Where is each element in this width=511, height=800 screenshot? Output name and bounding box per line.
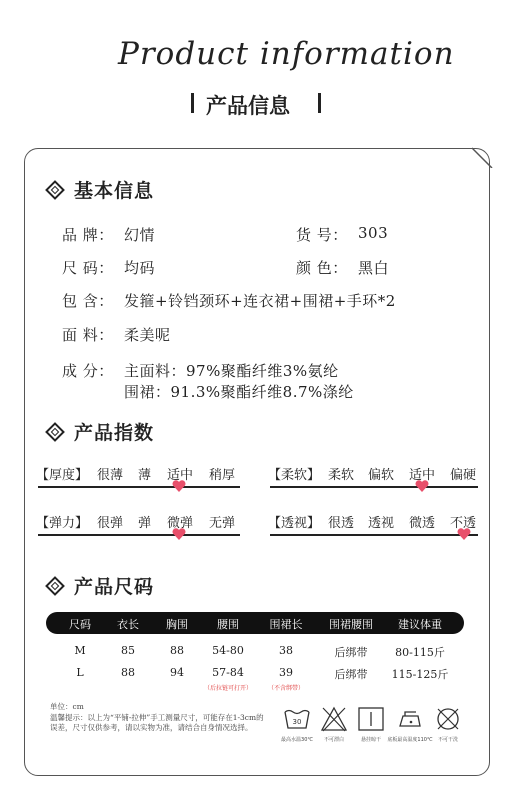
section-title: 产品尺码 [74,576,155,598]
table-header-cell: 腰围 [217,618,239,631]
care-label: 不可干洗 [437,737,459,743]
heart-icon [172,528,186,540]
table-cell: M [74,644,86,657]
hang-dry-icon [357,706,385,732]
brand-label: 品 牌： [62,226,114,244]
section-basic-info [48,176,154,203]
heart-icon [172,480,186,492]
item-label: 货 号： [296,226,348,244]
composition-label: 成 分： [62,362,114,380]
index-option: 微弹 [167,516,194,531]
index-option: 稍厚 [209,468,236,483]
table-header-cell: 建议体重 [398,618,442,631]
table-header-cell: 尺码 [69,618,91,631]
index-option: 很薄 [97,468,124,483]
heart-icon [415,480,429,492]
care-label: 最高水温30℃ [281,737,313,743]
composition-apron: 围裙：91.3%聚酯纤维8.7%涤纶 [124,383,354,401]
table-cell: 后绑带 [334,668,368,681]
table-cell: 88 [170,644,184,657]
composition-main: 主面料：97%聚酯纤维3%氨纶 [124,362,339,380]
index-option: 弹 [138,516,152,531]
index-option: 很弹 [97,516,124,531]
measurement-disclaimer: 温馨提示：以上为“平铺-拉伸”手工测量尺寸，可能存在1-3cm的误差，尺寸仅供参考，请以实物为准，请结合自身情况选择。 [50,713,264,732]
table-cell: 57-84 [212,666,244,679]
section-title: 产品指数 [74,422,155,444]
index-line [38,486,240,488]
script-title: Product information [118,36,455,72]
index-option: 偏硬 [450,468,477,483]
fabric-label: 面 料： [62,326,114,344]
table-cell: L [76,666,84,679]
table-cell: 后绑带 [334,646,368,659]
page-title: 产品信息 [206,94,290,118]
index-transparency-label: 【透视】 [268,516,321,531]
table-cell: 85 [121,644,135,657]
table-cell: 94 [170,666,184,679]
table-header-cell: 胸围 [166,618,188,631]
svg-text:30: 30 [292,718,302,726]
table-cell: 38 [279,644,293,657]
waist-note: （后拉链可打开） [203,685,253,692]
table-cell: 54-80 [212,644,244,657]
index-option: 适中 [409,468,436,483]
heart-icon [457,528,471,540]
wash-30-icon [283,706,311,732]
title-bar-right [318,93,321,113]
item-value: 303 [358,224,389,242]
includes-value: 发箍+铃铛颈环+连衣裙+围裙+手环*2 [124,292,396,310]
color-value: 黑白 [358,259,390,277]
index-softness-label: 【柔软】 [268,468,321,483]
section-title: 基本信息 [74,180,155,202]
index-line [270,534,478,536]
index-elasticity-label: 【弹力】 [36,516,89,531]
care-label: 底板最高温度110℃ [387,737,433,743]
brand-value: 幻情 [124,226,156,244]
index-option: 无弹 [209,516,236,531]
index-option: 透视 [368,516,395,531]
index-option: 偏软 [368,468,395,483]
index-option: 薄 [138,468,152,483]
care-label: 悬挂晾干 [360,737,382,743]
unit-text: 单位：cm [50,702,84,711]
diamond-icon [45,576,65,596]
diamond-icon [45,422,65,442]
size-value: 均码 [124,259,156,277]
table-header-cell: 围裙长 [269,618,303,631]
color-label: 颜 色： [296,259,348,277]
section-product-size [48,572,154,599]
section-product-index [48,418,154,445]
index-option: 适中 [167,468,194,483]
index-thickness-label: 【厚度】 [36,468,89,483]
title-bar-left [191,93,194,113]
includes-label: 包 含： [62,292,114,310]
care-label: 不可漂白 [323,737,345,743]
table-cell: 80-115斤 [395,646,445,659]
index-option: 不透 [450,516,477,531]
table-header-cell: 衣长 [117,618,139,631]
table-header-cell: 围裙腰围 [329,618,373,631]
table-cell: 88 [121,666,135,679]
index-option: 很透 [328,516,355,531]
size-label: 尺 码： [62,259,114,277]
table-cell: 115-125斤 [391,668,449,681]
table-cell: 39 [279,666,293,679]
diamond-icon [45,180,65,200]
index-option: 微透 [409,516,436,531]
index-line [38,534,240,536]
no-bleach-icon [320,706,348,732]
index-line [270,486,478,488]
no-dryclean-icon [434,706,462,732]
iron-low-icon [396,706,424,732]
fabric-value: 柔美呢 [124,326,171,344]
apron-length-note: （不含绑带） [267,685,305,692]
index-option: 柔软 [328,468,355,483]
card-fold-corner [472,146,494,168]
